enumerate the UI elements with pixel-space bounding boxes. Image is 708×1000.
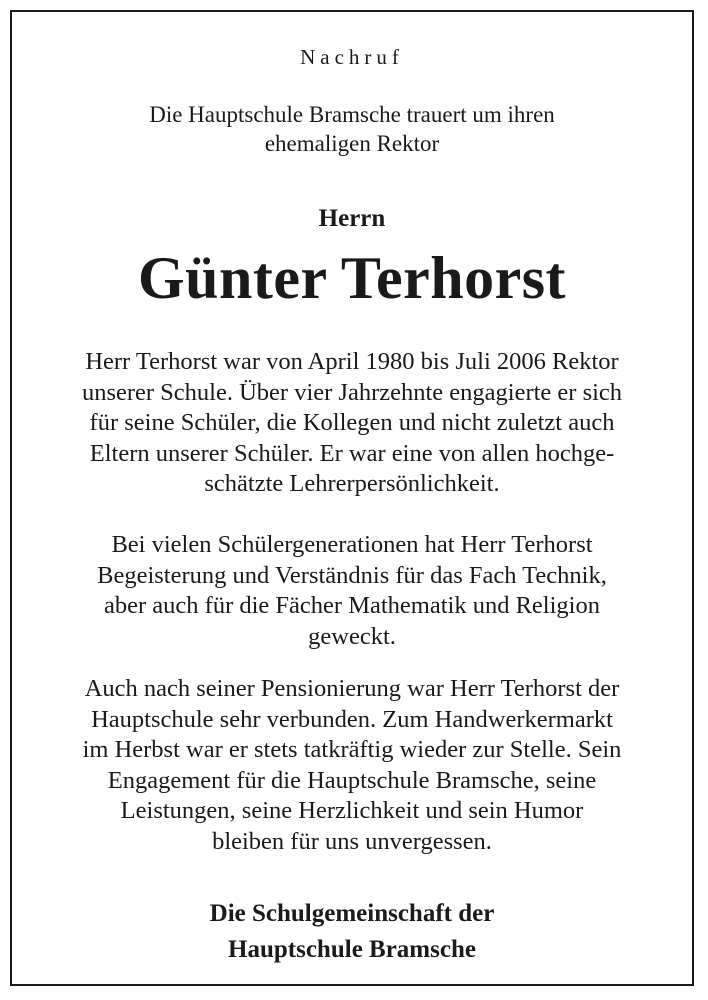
signature-block <box>12 896 692 968</box>
paragraph-retirement <box>12 674 692 857</box>
paragraph-teaching <box>12 530 692 652</box>
paragraph-career <box>12 347 692 500</box>
salutation: Herrn <box>318 205 386 232</box>
paragraph-line: bleiben für uns unvergessen. <box>212 827 492 855</box>
paragraph-line: im Herbst war er stets tatkräftig wieder zur Stelle. Sein <box>82 736 622 763</box>
paragraph-line: Auch nach seiner Pensionierung war Herr Terhorst der <box>84 675 620 702</box>
paragraph-line: Herr Terhorst war von April 1980 bis Juli 2006 Rektor <box>85 348 619 375</box>
paragraph-line: Eltern unserer Schüler. Er war eine von allen hochge- <box>89 439 615 467</box>
deceased-name: Günter Terhorst <box>137 245 567 311</box>
obituary-notice <box>10 10 694 986</box>
signature-line: Hauptschule Bramsche <box>228 936 476 963</box>
notice-heading: Nachruf <box>300 45 404 69</box>
paragraph-line: Bei vielen Schülergenerationen hat Herr Terhorst <box>111 531 593 558</box>
intro-line: ehemaligen Rektor <box>264 131 440 156</box>
intro-line: Die Hauptschule Bramsche trauert um ihren <box>149 102 555 127</box>
signature-line: Die Schulgemeinschaft der <box>209 900 495 927</box>
paragraph-line: Begeisterung und Verständnis für das Fach Technik, <box>97 561 607 589</box>
paragraph-line: schätzte Lehrerpersönlichkeit. <box>204 470 500 497</box>
paragraph-line: geweckt. <box>308 622 396 650</box>
paragraph-line: Engagement für die Hauptschule Bramsche, seine <box>107 766 597 794</box>
paragraph-line: für seine Schüler, die Kollegen und nicht zuletzt auch <box>89 409 615 436</box>
paragraph-line: Hauptschule sehr verbunden. Zum Handwerkermarkt <box>91 705 613 733</box>
intro-text <box>12 100 692 158</box>
paragraph-line: aber auch für die Fächer Mathematik und Religion <box>104 592 600 619</box>
paragraph-line: Leistungen, seine Herzlichkeit und sein Humor <box>120 797 584 824</box>
paragraph-line: unserer Schule. Über vier Jahrzehnte engagierte er sich <box>81 378 623 406</box>
